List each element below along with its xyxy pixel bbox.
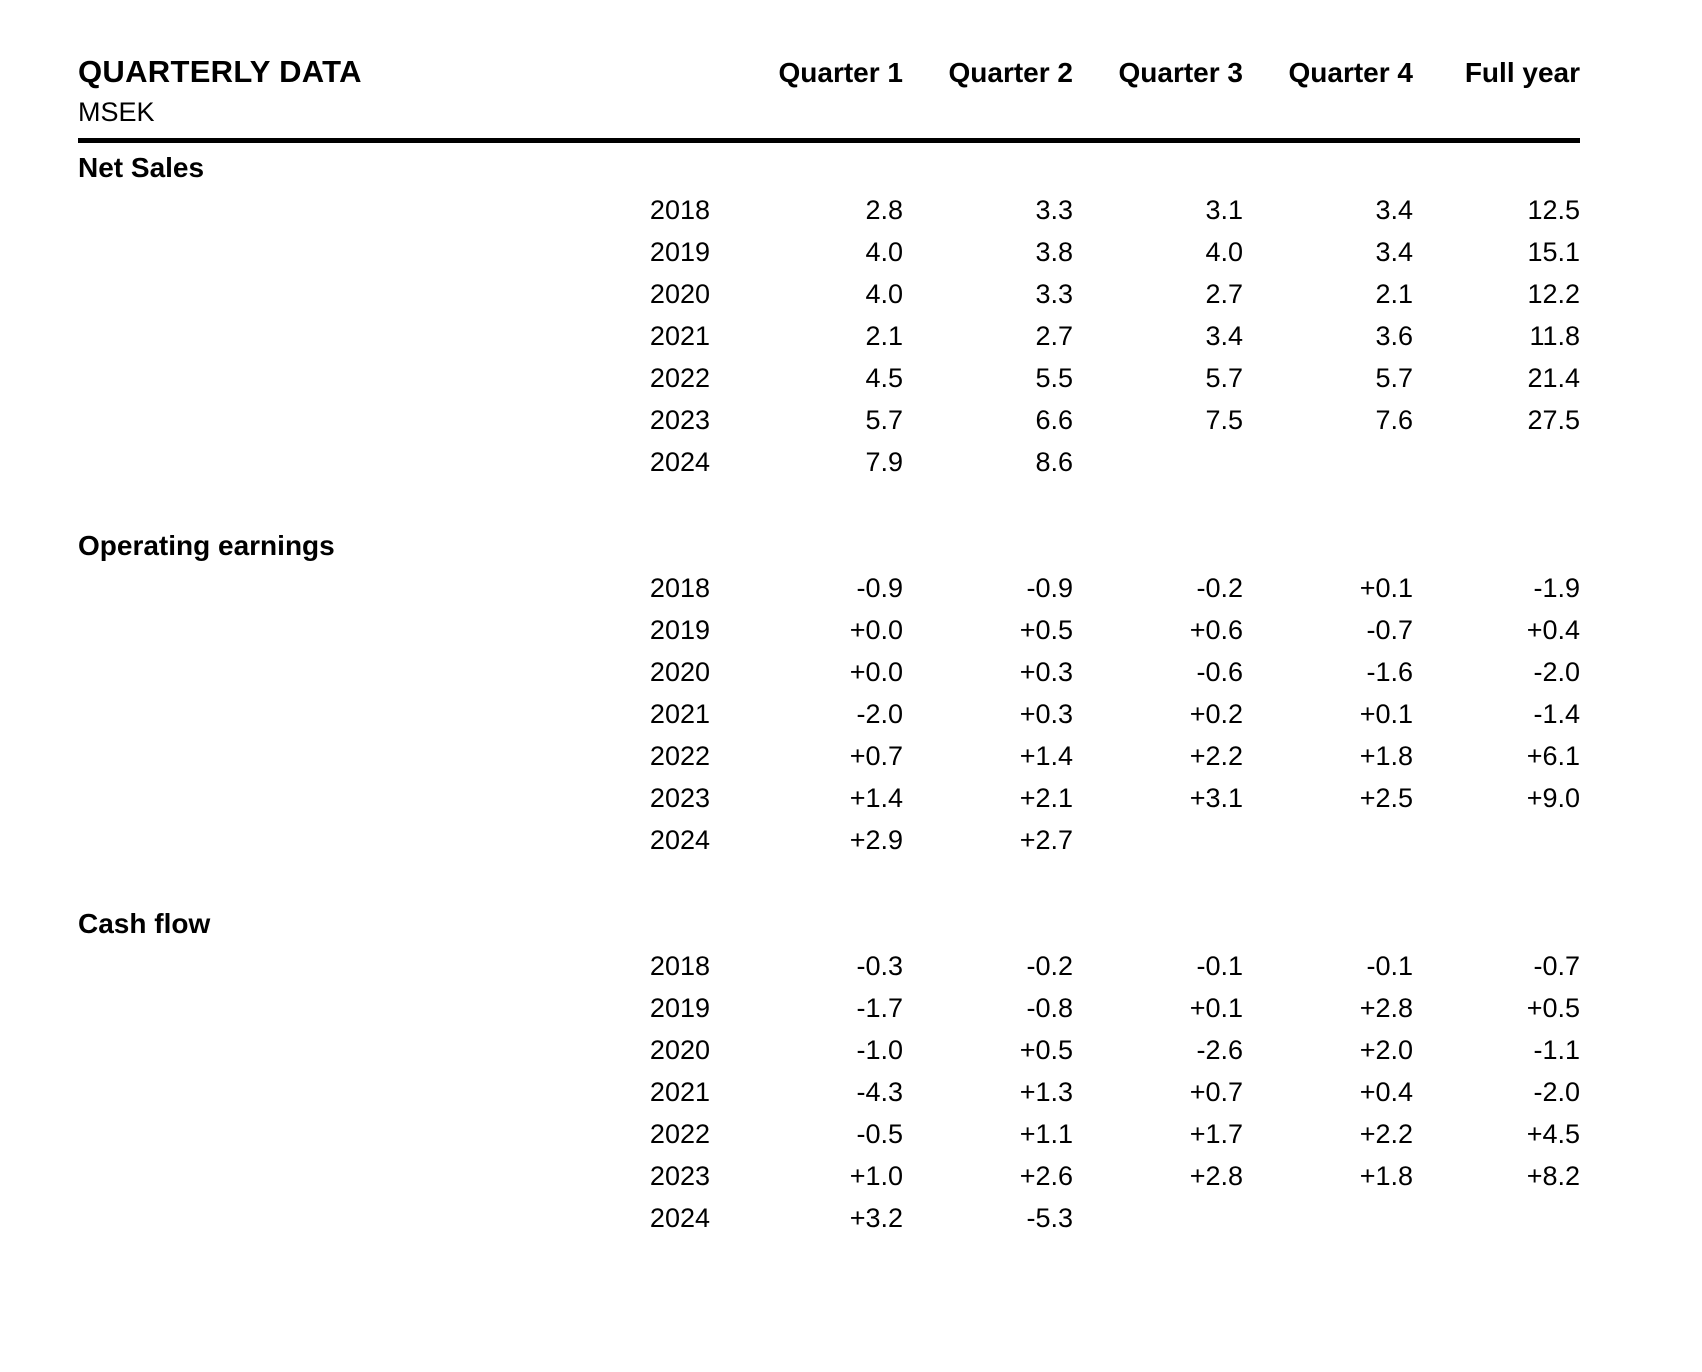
value-cell: 2.1	[865, 321, 903, 351]
value-cell: +2.8	[1359, 993, 1413, 1023]
section-header-row	[78, 903, 1580, 945]
value-cell: +0.4	[1359, 1077, 1413, 1107]
value-cell: 5.5	[1035, 363, 1073, 393]
table-section	[78, 147, 1580, 483]
value-cell: +0.1	[1359, 573, 1413, 603]
value-cell: +4.5	[1526, 1119, 1580, 1149]
value-cell: 11.8	[1529, 321, 1580, 351]
value-cell: 4.0	[865, 237, 903, 267]
table-row	[78, 441, 1580, 483]
page-title: QUARTERLY DATA	[78, 54, 362, 89]
year-cell: 2020	[649, 657, 710, 687]
table-sections	[78, 147, 1580, 1239]
year-cell: 2021	[649, 1077, 710, 1107]
value-cell: -0.5	[856, 1119, 903, 1149]
year-cell: 2019	[649, 615, 710, 645]
table-row	[78, 819, 1580, 861]
value-cell: +8.2	[1526, 1161, 1580, 1191]
value-cell: 3.1	[1205, 195, 1243, 225]
table-row	[78, 1029, 1580, 1071]
value-cell: 3.6	[1375, 321, 1413, 351]
value-cell: +1.8	[1359, 741, 1413, 771]
value-cell: +0.3	[1019, 699, 1073, 729]
unit-label: MSEK	[78, 97, 155, 127]
value-cell: 5.7	[865, 405, 903, 435]
year-cell: 2022	[649, 363, 710, 393]
table-row	[78, 357, 1580, 399]
section-title: Net Sales	[78, 152, 205, 183]
year-cell: 2023	[649, 1161, 710, 1191]
value-cell: 7.6	[1375, 405, 1413, 435]
value-cell: 12.2	[1527, 279, 1580, 309]
value-cell: -0.2	[1026, 951, 1073, 981]
value-cell: -5.3	[1026, 1203, 1073, 1233]
table-row	[78, 693, 1580, 735]
year-cell: 2019	[649, 993, 710, 1023]
value-cell: +0.0	[849, 657, 903, 687]
value-cell: +2.1	[1019, 783, 1073, 813]
value-cell: -0.6	[1196, 657, 1243, 687]
year-cell: 2023	[649, 405, 710, 435]
column-header-fullyear: Full year	[1464, 57, 1580, 88]
unit-row	[78, 93, 1580, 131]
header-divider-rule	[78, 138, 1580, 143]
value-cell: +1.4	[849, 783, 903, 813]
value-cell: +2.5	[1359, 783, 1413, 813]
value-cell: -0.1	[1366, 951, 1413, 981]
value-cell: -0.9	[856, 573, 903, 603]
value-cell: 3.3	[1035, 279, 1073, 309]
value-cell: 2.7	[1205, 279, 1243, 309]
column-header-quarter3: Quarter 3	[1118, 57, 1243, 88]
value-cell: -1.0	[856, 1035, 903, 1065]
value-cell: +0.1	[1189, 993, 1243, 1023]
table-row	[78, 315, 1580, 357]
value-cell: -1.7	[856, 993, 903, 1023]
value-cell: 5.7	[1375, 363, 1413, 393]
year-cell: 2021	[649, 321, 710, 351]
value-cell: 2.1	[1375, 279, 1413, 309]
year-cell: 2020	[649, 1035, 710, 1065]
value-cell: +0.2	[1189, 699, 1243, 729]
value-cell: -0.8	[1026, 993, 1073, 1023]
value-cell: +6.1	[1526, 741, 1580, 771]
value-cell: -0.1	[1196, 951, 1243, 981]
value-cell: 7.9	[865, 447, 903, 477]
value-cell: +1.4	[1019, 741, 1073, 771]
value-cell: +0.3	[1019, 657, 1073, 687]
value-cell: -0.9	[1026, 573, 1073, 603]
value-cell: 4.0	[865, 279, 903, 309]
table-row	[78, 1197, 1580, 1239]
table-header-row	[78, 52, 1580, 93]
table-row	[78, 399, 1580, 441]
value-cell: 8.6	[1035, 447, 1073, 477]
value-cell: +2.2	[1359, 1119, 1413, 1149]
value-cell: +2.0	[1359, 1035, 1413, 1065]
value-cell: -1.6	[1366, 657, 1413, 687]
table-row	[78, 987, 1580, 1029]
table-row	[78, 1071, 1580, 1113]
table-row	[78, 609, 1580, 651]
value-cell: -1.1	[1533, 1035, 1580, 1065]
value-cell: -0.3	[856, 951, 903, 981]
value-cell: +2.6	[1019, 1161, 1073, 1191]
value-cell: +2.2	[1189, 741, 1243, 771]
value-cell: +0.0	[849, 615, 903, 645]
section-title: Cash flow	[78, 908, 211, 939]
table-row	[78, 651, 1580, 693]
value-cell: +0.4	[1526, 615, 1580, 645]
year-cell: 2019	[649, 237, 710, 267]
value-cell: -1.4	[1533, 699, 1580, 729]
year-cell: 2018	[649, 573, 710, 603]
table-row	[78, 735, 1580, 777]
table-row	[78, 567, 1580, 609]
year-cell: 2022	[649, 741, 710, 771]
value-cell: -2.0	[1533, 657, 1580, 687]
year-cell: 2024	[649, 825, 710, 855]
table-row	[78, 1113, 1580, 1155]
value-cell: 3.3	[1035, 195, 1073, 225]
value-cell: 5.7	[1205, 363, 1243, 393]
value-cell: -2.6	[1196, 1035, 1243, 1065]
value-cell: 3.4	[1205, 321, 1243, 351]
value-cell: -0.7	[1533, 951, 1580, 981]
value-cell: +0.7	[849, 741, 903, 771]
value-cell: +0.6	[1189, 615, 1243, 645]
value-cell: 4.0	[1205, 237, 1243, 267]
value-cell: 4.5	[865, 363, 903, 393]
value-cell: +0.5	[1019, 615, 1073, 645]
column-header-quarter4: Quarter 4	[1288, 57, 1413, 88]
value-cell: 3.4	[1375, 195, 1413, 225]
value-cell: +1.0	[849, 1161, 903, 1191]
value-cell: +2.9	[849, 825, 903, 855]
value-cell: -2.0	[1533, 1077, 1580, 1107]
year-cell: 2018	[649, 951, 710, 981]
value-cell: +0.1	[1359, 699, 1413, 729]
year-cell: 2023	[649, 783, 710, 813]
value-cell: 3.8	[1035, 237, 1073, 267]
section-header-row	[78, 147, 1580, 189]
table-row	[78, 273, 1580, 315]
value-cell: -2.0	[856, 699, 903, 729]
table-row	[78, 231, 1580, 273]
table-row	[78, 945, 1580, 987]
value-cell: +2.8	[1189, 1161, 1243, 1191]
value-cell: +1.3	[1019, 1077, 1073, 1107]
year-cell: 2024	[649, 1203, 710, 1233]
value-cell: +0.5	[1526, 993, 1580, 1023]
table-row	[78, 1155, 1580, 1197]
value-cell: +1.7	[1189, 1119, 1243, 1149]
value-cell: +0.5	[1019, 1035, 1073, 1065]
column-header-quarter2: Quarter 2	[948, 57, 1073, 88]
value-cell: +9.0	[1526, 783, 1580, 813]
value-cell: +2.7	[1019, 825, 1073, 855]
value-cell: -0.7	[1366, 615, 1413, 645]
year-cell: 2022	[649, 1119, 710, 1149]
value-cell: 12.5	[1527, 195, 1580, 225]
value-cell: -0.2	[1196, 573, 1243, 603]
column-header-quarter1: Quarter 1	[778, 57, 903, 88]
value-cell: 3.4	[1375, 237, 1413, 267]
value-cell: 15.1	[1527, 237, 1580, 267]
value-cell: 21.4	[1527, 363, 1580, 393]
value-cell: -4.3	[856, 1077, 903, 1107]
value-cell: 7.5	[1205, 405, 1243, 435]
value-cell: 2.7	[1035, 321, 1073, 351]
value-cell: 27.5	[1527, 405, 1580, 435]
value-cell: 6.6	[1035, 405, 1073, 435]
table-row	[78, 777, 1580, 819]
value-cell: +3.1	[1189, 783, 1243, 813]
section-header-row	[78, 525, 1580, 567]
value-cell: +3.2	[849, 1203, 903, 1233]
table-section	[78, 903, 1580, 1239]
year-cell: 2021	[649, 699, 710, 729]
year-cell: 2024	[649, 447, 710, 477]
section-title: Operating earnings	[78, 530, 335, 561]
year-cell: 2018	[649, 195, 710, 225]
table-row	[78, 189, 1580, 231]
value-cell: +1.1	[1019, 1119, 1073, 1149]
table-section	[78, 525, 1580, 861]
value-cell: +0.7	[1189, 1077, 1243, 1107]
year-cell: 2020	[649, 279, 710, 309]
value-cell: -1.9	[1533, 573, 1580, 603]
value-cell: 2.8	[865, 195, 903, 225]
value-cell: +1.8	[1359, 1161, 1413, 1191]
